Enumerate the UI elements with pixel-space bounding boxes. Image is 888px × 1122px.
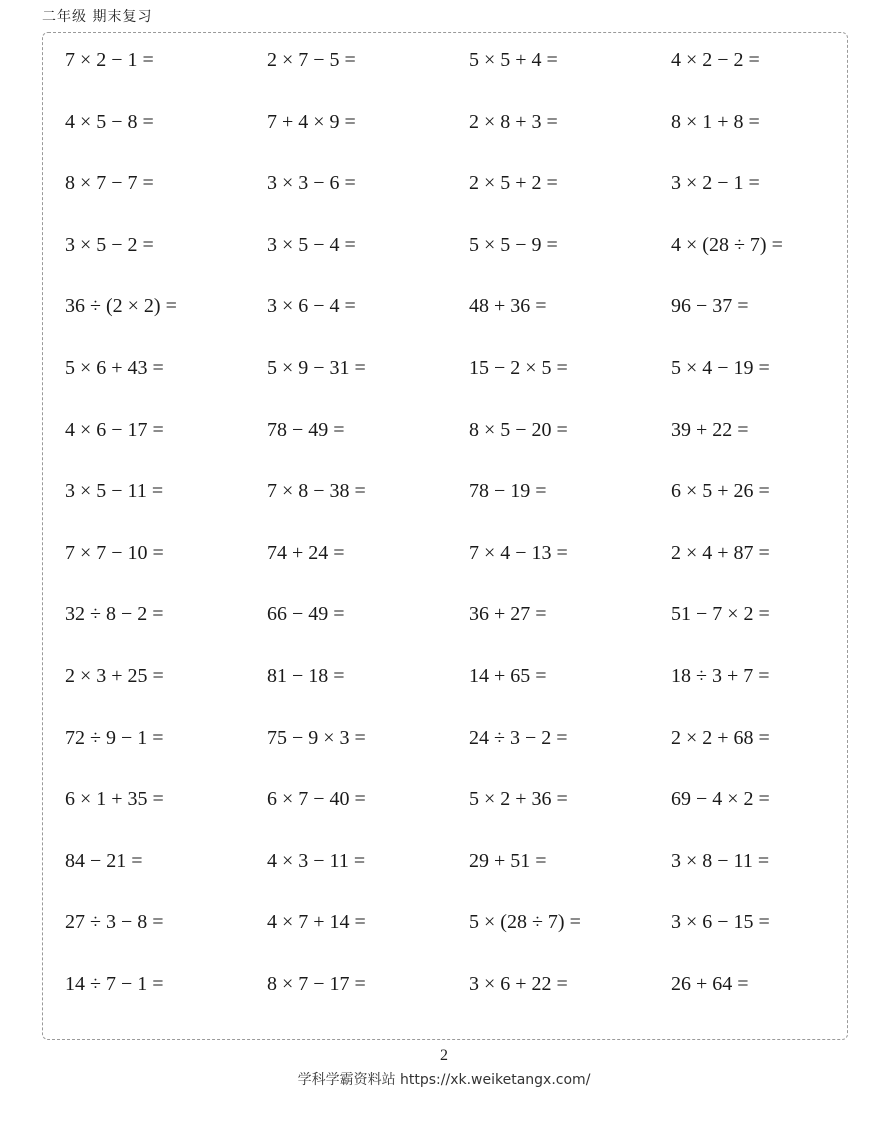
problem-grid — [65, 45, 845, 1031]
math-problem: 96 − 37 = — [671, 295, 749, 318]
math-problem: 3 × 6 − 15 = — [671, 911, 770, 934]
math-problem: 36 ÷ (2 × 2) = — [65, 295, 177, 318]
math-problem: 4 × 2 − 2 = — [671, 49, 760, 71]
math-problem: 75 − 9 × 3 = — [267, 726, 366, 749]
page-number: 2 — [440, 1047, 448, 1064]
math-problem: 3 × 6 + 22 = — [469, 972, 568, 995]
math-problem: 2 × 7 − 5 = — [267, 49, 356, 71]
math-problem: 78 − 49 = — [267, 418, 345, 441]
math-problem: 7 + 4 × 9 = — [267, 110, 356, 133]
math-problem: 14 ÷ 7 − 1 = — [65, 972, 164, 995]
math-problem: 3 × 3 − 6 = — [267, 172, 356, 195]
math-problem: 36 + 27 = — [469, 603, 547, 626]
math-problem: 66 − 49 = — [267, 603, 345, 626]
math-problem: 84 − 21 = — [65, 849, 143, 872]
math-problem: 5 × (28 ÷ 7) = — [469, 911, 581, 934]
math-problem: 4 × 5 − 8 = — [65, 110, 154, 133]
math-problem: 7 × 7 − 10 = — [65, 541, 164, 564]
math-problem: 18 ÷ 3 + 7 = — [671, 664, 770, 687]
math-problem: 7 × 2 − 1 = — [65, 49, 154, 71]
math-problem: 2 × 5 + 2 = — [469, 172, 558, 195]
math-problem: 81 − 18 = — [267, 664, 345, 687]
math-problem: 3 × 5 − 11 = — [65, 480, 164, 503]
watermark-text: 学科学霸资料站 https://xk.weiketangx.com/ — [297, 1072, 591, 1088]
math-problem: 72 ÷ 9 − 1 = — [65, 726, 164, 749]
math-problem: 78 − 19 = — [469, 480, 547, 503]
math-problem: 3 × 5 − 4 = — [267, 233, 356, 256]
math-problem: 8 × 7 − 17 = — [267, 972, 366, 995]
math-problem: 8 × 7 − 7 = — [65, 172, 154, 195]
math-problem: 2 × 4 + 87 = — [671, 541, 770, 564]
math-problem: 15 − 2 × 5 = — [469, 356, 568, 379]
math-problem: 4 × 3 − 11 = — [267, 849, 366, 872]
math-problem: 26 + 64 = — [671, 972, 749, 995]
math-problem: 74 + 24 = — [267, 541, 345, 564]
math-problem: 7 × 4 − 13 = — [469, 541, 568, 564]
math-problem: 4 × 7 + 14 = — [267, 911, 366, 934]
math-problem: 27 ÷ 3 − 8 = — [65, 911, 164, 934]
math-problem: 3 × 5 − 2 = — [65, 233, 154, 256]
math-problem: 7 × 8 − 38 = — [267, 480, 366, 503]
math-problem: 5 × 5 + 4 = — [469, 49, 558, 71]
math-problem: 2 × 2 + 68 = — [671, 726, 770, 749]
math-problem: 48 + 36 = — [469, 295, 547, 318]
math-problem: 3 × 6 − 4 = — [267, 295, 356, 318]
math-problem: 3 × 2 − 1 = — [671, 172, 760, 195]
math-problem: 3 × 8 − 11 = — [671, 849, 770, 872]
math-problem: 6 × 1 + 35 = — [65, 788, 164, 811]
math-problem: 2 × 8 + 3 = — [469, 110, 558, 133]
math-problem: 29 + 51 = — [469, 849, 547, 872]
math-problem: 5 × 5 − 9 = — [469, 233, 558, 256]
math-problem: 5 × 4 − 19 = — [671, 356, 770, 379]
math-problem: 69 − 4 × 2 = — [671, 788, 770, 811]
math-problem: 4 × 6 − 17 = — [65, 418, 164, 441]
math-problem: 51 − 7 × 2 = — [671, 603, 770, 626]
math-problem: 14 + 65 = — [469, 664, 547, 687]
worksheet-frame — [42, 32, 848, 1040]
math-problem: 6 × 5 + 26 = — [671, 480, 770, 503]
math-problem: 8 × 1 + 8 = — [671, 110, 760, 133]
math-problem: 5 × 6 + 43 = — [65, 356, 164, 379]
math-problem: 5 × 9 − 31 = — [267, 356, 366, 379]
math-problem: 4 × (28 ÷ 7) = — [671, 233, 783, 256]
page-header-title: 二年级 期末复习 — [42, 9, 153, 25]
math-problem: 6 × 7 − 40 = — [267, 788, 366, 811]
math-problem: 39 + 22 = — [671, 418, 749, 441]
math-problem: 8 × 5 − 20 = — [469, 418, 568, 441]
math-problem: 32 ÷ 8 − 2 = — [65, 603, 164, 626]
math-problem: 5 × 2 + 36 = — [469, 788, 568, 811]
math-problem: 2 × 3 + 25 = — [65, 664, 164, 687]
math-problem: 24 ÷ 3 − 2 = — [469, 726, 568, 749]
